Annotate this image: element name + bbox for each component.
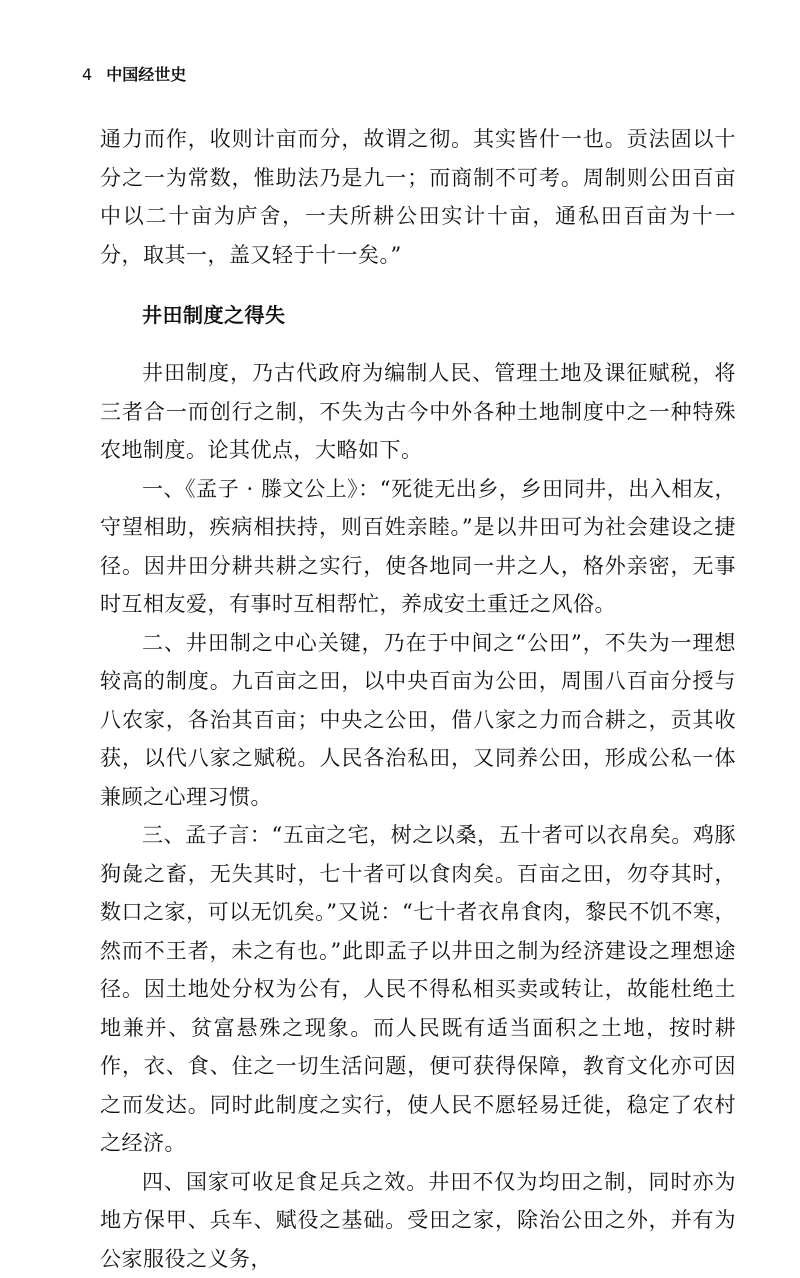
page-number: 4 xyxy=(82,65,92,84)
body-text xyxy=(100,120,736,1278)
paragraph-point-2: 二、井田制之中心关键，乃在于中间之“公田”，不失为一理想较高的制度。九百亩之田，以中央百亩为公田，周围八百亩分授与八农家，各治其百亩；中央之公田，借八家之力而合耕之，贡其收获，以代八家之赋税。人民各治私田，又同养公田，形成公私一体兼顾之心理习惯。 xyxy=(100,624,736,817)
book-title: 中国经世史 xyxy=(106,65,186,84)
paragraph-point-3: 三、孟子言：“五亩之宅，树之以桑，五十者可以衣帛矣。鸡豚狗彘之畜，无失其时，七十者可以食肉矣。百亩之田，勿夺其时，数口之家，可以无饥矣。”又说：“七十者衣帛食肉，黎民不饥不寒，然而不王者，未之有也。”此即孟子以井田之制为经济建设之理想途径。因土地处分权为公有，人民不得私相买卖或转让，故能杜绝土地兼并、贫富悬殊之现象。而人民既有适当面积之土地，按时耕作，衣、食、住之一切生活问题，便可获得保障，教育文化亦可因之而发达。同时此制度之实行，使人民不愿轻易迁徙，稳定了农村之经济。 xyxy=(100,816,736,1163)
paragraph-point-1: 一、《孟子 · 滕文公上》：“死徙无出乡，乡田同井，出入相友，守望相助，疾病相扶持，则百姓亲睦。”是以井田可为社会建设之捷径。因井田分耕共耕之实行，使各地同一井之人，格外亲密，无事时互相友爱，有事时互相帮忙，养成安土重迁之风俗。 xyxy=(100,470,736,624)
paragraph-point-4: 四、国家可收足食足兵之效。井田不仅为均田之制，同时亦为地方保甲、兵车、赋役之基础。受田之家，除治公田之外，并有为公家服役之义务， xyxy=(100,1163,736,1278)
paragraph-continued-quote: 通力而作，收则计亩而分，故谓之彻。其实皆什一也。贡法固以十分之一为常数，惟助法乃是九一；而商制不可考。周制则公田百亩中以二十亩为庐舍，一夫所耕公田实计十亩，通私田百亩为十一分，取其一，盖又轻于十一矣。” xyxy=(100,120,736,274)
paragraph-intro: 井田制度，乃古代政府为编制人民、管理土地及课征赋税，将三者合一而创行之制，不失为古今中外各种土地制度中之一种特殊农地制度。论其优点，大略如下。 xyxy=(100,354,736,470)
running-header xyxy=(82,62,186,85)
section-heading: 井田制度之得失 xyxy=(100,300,736,330)
